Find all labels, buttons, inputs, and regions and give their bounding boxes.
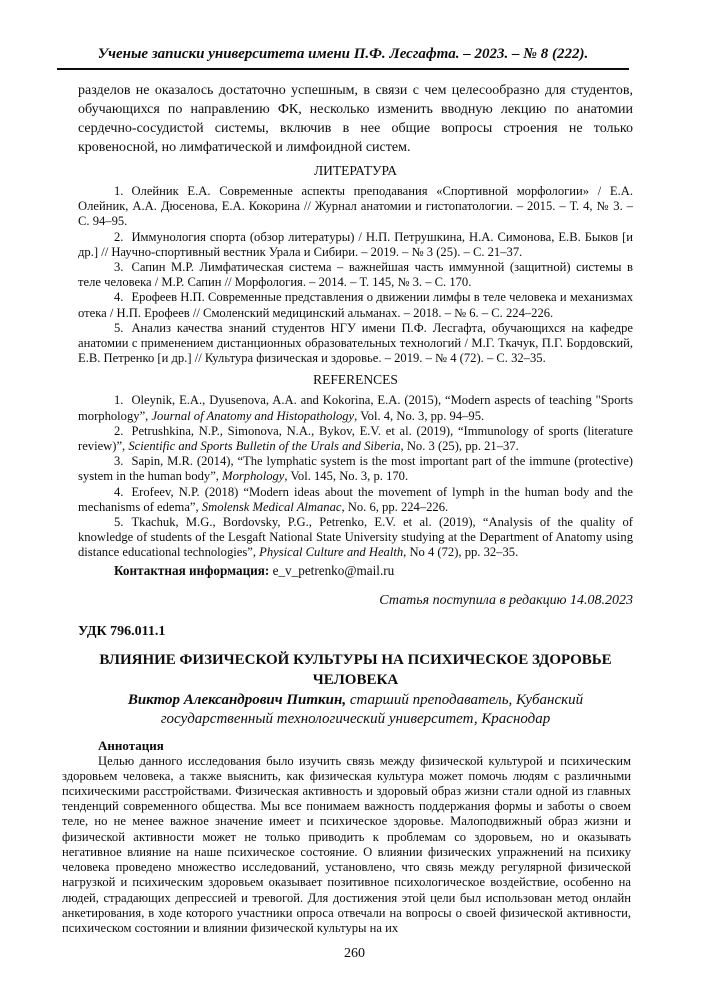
item-number: 1. [114, 184, 124, 198]
item-number: 4. [114, 484, 124, 499]
item-text: Tkachuk, M.G., Bordovsky, P.G., Petrenko, E.V. et al. (2019), “Analysis of the quality of knowledge of students of the Lesgaft National State University studying at the Department of Anatomy using distance educational technologies”, [78, 515, 633, 560]
item-text: Сапин М.Р. Лимфатическая система – важнейшая часть иммунной (защитной) системы в теле человека / М.Р. Сапин // Морфология. – 2014. – Т. 145, № 3. – С. 170. [78, 260, 633, 290]
page-main-column [78, 81, 633, 729]
contact-label: Контактная информация: [114, 562, 270, 578]
literature-item [78, 290, 633, 320]
annotation-block [62, 738, 631, 936]
item-source: Morphology [222, 469, 285, 484]
author-name: Виктор Александрович Питкин, [127, 691, 347, 708]
item-text: Иммунология спорта (обзор литературы) / Н.П. Петрушкина, Н.А. Симонова, Е.В. Быков [и др.] // Научно-спортивный вестник Урала и Сибири. – 2019. – № 3 (25). – С. 21–37. [78, 229, 633, 259]
article-title: ВЛИЯНИЕ ФИЗИЧЕСКОЙ КУЛЬТУРЫ НА ПСИХИЧЕСКОЕ ЗДОРОВЬЕ ЧЕЛОВЕКА [99, 651, 612, 688]
reference-item [78, 485, 633, 515]
reference-item [78, 515, 633, 561]
author-line [78, 691, 633, 729]
item-text: Petrushkina, N.P., Simonova, N.A., Bykov, E.V. et al. (2019), “Immunology of sports (literature review)”, [78, 423, 633, 454]
reference-item [78, 454, 633, 484]
item-number: 5. [114, 320, 124, 335]
item-text: Sapin, M.R. (2014), “The lymphatic system is the most important part of the immune (protective) system in the human body”, [78, 454, 633, 484]
udc-code: УДК 796.011.1 [78, 623, 166, 639]
running-head [57, 44, 629, 70]
item-tail: , Vol. 145, No. 3, p. 170. [284, 469, 409, 484]
item-number: 2. [114, 423, 124, 438]
item-text: Oleynik, E.A., Dyusenova, A.A. and Kokorina, E.A. (2015), “Modern aspects of teaching "Sports morphology”, [78, 393, 633, 423]
author-details: старший преподаватель, Кубанский государственный технологический университет, Краснодар [160, 691, 584, 727]
received-note: Статья поступила в редакцию 14.08.2023 [379, 592, 633, 608]
item-source: Smolensk Medical Almanac [201, 499, 342, 514]
item-number: 5. [114, 515, 124, 530]
item-source: Journal of Anatomy and Histopathology [151, 408, 355, 423]
annotation-heading: Аннотация [98, 737, 164, 753]
item-number: 1. [114, 393, 124, 408]
item-text: Erofeev, N.P. (2018) “Modern ideas about the movement of lymph in the human body and the mechanisms of edema”, [78, 484, 633, 514]
reference-item [78, 393, 633, 423]
item-number: 2. [114, 229, 124, 244]
item-tail: , No. 6, pp. 224–226. [341, 499, 449, 514]
running-head-title: Ученые записки университета имени П.Ф. Лесгафта. – 2023. – № 8 (222). [97, 46, 589, 62]
item-tail: , Vol. 4, No. 3, pp. 94–95. [354, 408, 485, 423]
page-number: 260 [344, 946, 365, 962]
references-heading: REFERENCES [313, 372, 398, 388]
literature-item [78, 230, 633, 260]
item-text: Анализ качества знаний студентов НГУ имени П.Ф. Лесгафта, обучающихся на кафедре анатомии с применением дистанционных образовательных технологий / М.Г. Ткачук, П.Г. Бордовский, Е.В. Петренко [и др.] // Культура физическая и здоровье. – 2019. – № 4 (72). – С. 32–35. [78, 320, 633, 366]
item-source: Scientific and Sports Bulletin of the Urals and Siberia [128, 439, 401, 454]
item-tail: , No. 3 (25), pp. 21–37. [400, 439, 519, 454]
literature-heading: ЛИТЕРАТУРА [313, 163, 398, 178]
annotation-text: Целью данного исследования было изучить связь между физической культурой и психическим здоровьем человека, а также выяснить, как физическая культура может помочь людям с различными психическими расстройствами. Физическая активность и здоровый образ жизни стали одной из главных тенденций современного общества. Мы все понимаем важность поддержания формы и заботы о своем теле, но не менее важное значение имеет и психическое здоровье. Малоподвижный образ жизни и физической активности может не только приводить к проблемам со здоровьем, но и оказывать негативное влияние на наше психическое состояние. О влиянии физических упражнений на психику человека проведено множество исследований, установлено, что связь между регулярной физической нагрузкой и психическим здоровьем оказывает позитивное психологическое воздействие, особенно на людей, страдающих депрессией и тревогой. Для достижения этой цели был использован метод онлайн анкетирования, в ходе которого участники опроса отвечали на вопросы о своей физической активности, психическом состоянии и влиянии физической культуры на их [62, 753, 631, 935]
item-number: 3. [114, 260, 124, 275]
item-text: Олейник Е.А. Современные аспекты преподавания «Спортивной морфологии» / Е.А. Олейник, А.А. Дюсенова, Е.А. Кокорина // Журнал анатомии и гистопатологии. – 2015. – Т. 4, № 3. – С. 94–95. [78, 184, 633, 229]
literature-item [78, 184, 633, 230]
contact-email: e_v_petrenko@mail.ru [272, 562, 395, 578]
item-number: 4. [114, 290, 124, 305]
item-tail: , No 4 (72), pp. 32–35. [403, 545, 519, 560]
item-text: Ерофеев Н.П. Современные представления о движении лимфы в теле человека и механизмах отека / Н.П. Ерофеев // Смоленский медицинский альманах. – 2018. – № 6. – С. 224–226. [78, 290, 633, 320]
literature-item [78, 260, 633, 290]
contact-info [78, 562, 633, 579]
literature-item [78, 321, 633, 367]
item-source: Physical Culture and Health [259, 545, 404, 560]
item-number: 3. [114, 454, 124, 469]
reference-item [78, 424, 633, 454]
closing-paragraph: разделов не оказалось достаточно успешным, в связи с чем целесообразно для студентов, обучающихся по направлению ФК, несколько изменить вводную лекцию по анатомии сердечно-сосудистой системы, включив в нее общие вопросы строения не только кровеносной, но лимфатической и лимфоидной систем. [78, 83, 633, 155]
